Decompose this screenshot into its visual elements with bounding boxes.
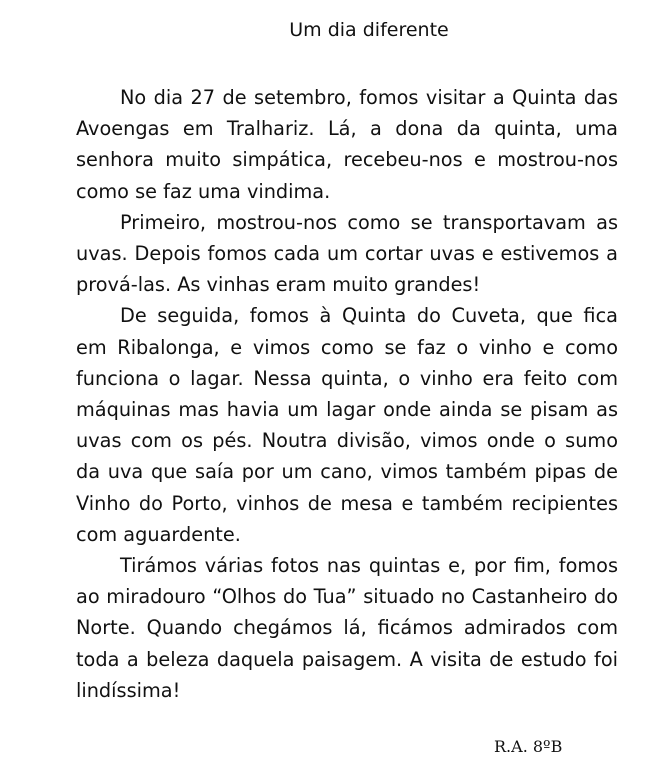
author-signature: R.A. 8ºB <box>494 737 563 756</box>
paragraph-2: Primeiro, mostrou-nos como se transportavam as uvas. Depois fomos cada um cortar uvas e estivemos a prová-las. As vinhas eram muito grandes! <box>76 210 618 297</box>
document-title: Um dia diferente <box>289 19 449 41</box>
paragraph-3: De seguida, fomos à Quinta do Cuveta, que fica em Ribalonga, e vimos como se faz o vinho e como funciona o lagar. Nessa quinta, o vinho era feito com máquinas mas havia um lagar onde ainda se pisam as uvas com os pés. Noutra divisão, vimos onde o sumo da uva que saía por um cano, vimos também pipas de Vinho do Porto, vinhos de mesa e também recipientes com aguardente. <box>76 304 618 546</box>
paragraph-4: Tirámos várias fotos nas quintas e, por fim, fomos ao miradouro “Olhos do Tua” situado no Castanheiro do Norte. Quando chegámos lá, ficámos admirados com toda a beleza daquela paisagem. A visita de estudo foi lindíssima! <box>76 554 618 702</box>
paragraph-1: No dia 27 de setembro, fomos visitar a Quinta das Avoengas em Tralhariz. Lá, a dona da quinta, uma senhora muito simpática, recebeu-nos e mostrou-nos como se faz uma vindima. <box>76 86 618 203</box>
document-body <box>76 82 618 706</box>
